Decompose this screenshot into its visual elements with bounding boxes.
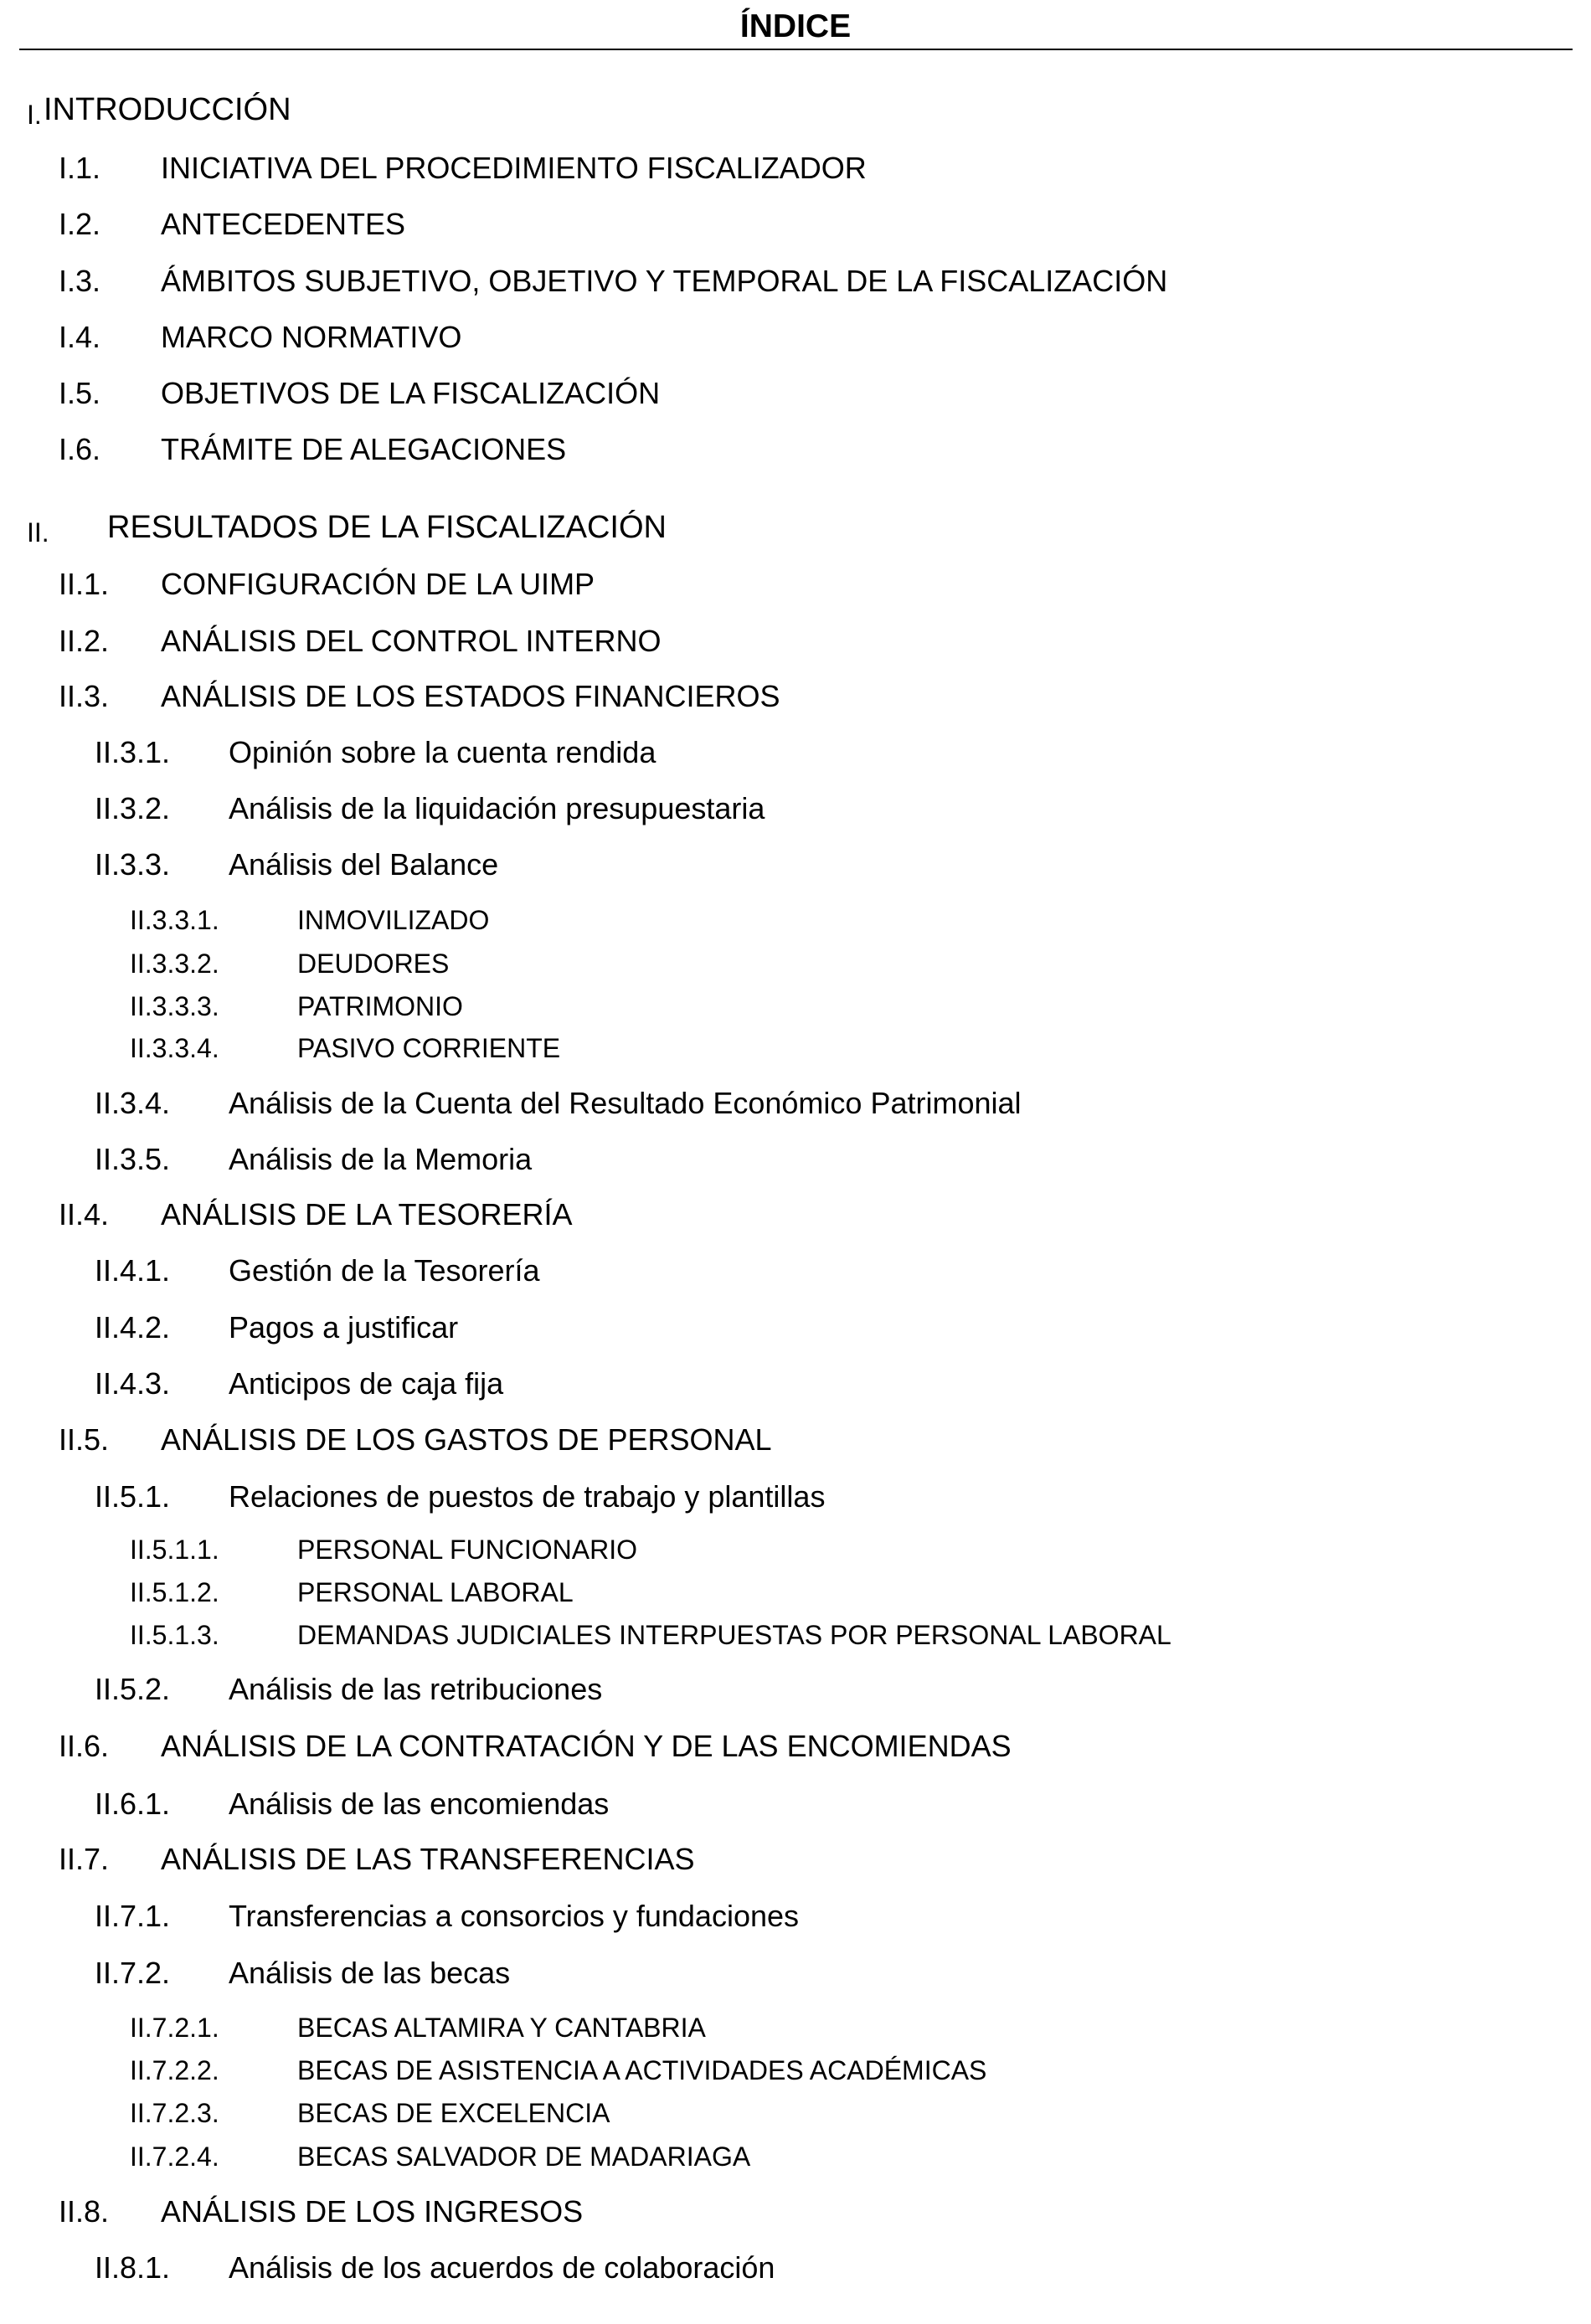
toc-entry-label: BECAS DE EXCELENCIA [297, 2098, 610, 2128]
toc-entry-label: Opinión sobre la cuenta rendida [229, 735, 656, 769]
toc-entry-number: II.3.3.3. [130, 991, 219, 1021]
toc-entry-number: II.7.2.3. [130, 2098, 219, 2128]
toc-entry-label: ANÁLISIS DE LOS ESTADOS FINANCIEROS [161, 679, 780, 713]
toc-entry-label: Análisis de la Cuenta del Resultado Económico Patrimonial [229, 1086, 1022, 1120]
toc-entry-number: II.5.2. [95, 1672, 171, 1706]
toc-entry-label: Transferencias a consorcios y fundaciones [229, 1899, 800, 1933]
toc-entry-label: ANÁLISIS DE LA CONTRATACIÓN Y DE LAS ENCOMIENDAS [161, 1729, 1012, 1763]
toc-entry-number: II.3.3.2. [130, 949, 219, 979]
toc-entry-number: I.5. [59, 376, 101, 410]
toc-entry-number: II.3.4. [95, 1086, 171, 1120]
toc-entry-label: BECAS ALTAMIRA Y CANTABRIA [297, 2013, 706, 2043]
toc-entry-number: II.3.3. [95, 847, 171, 882]
toc-entry-label: ANÁLISIS DE LAS TRANSFERENCIAS [161, 1842, 695, 1876]
toc-entry-number: II.3.3.4. [130, 1033, 219, 1063]
toc-entry-label: INTRODUCCIÓN [44, 92, 291, 127]
toc-entry-number: II.6. [59, 1729, 110, 1763]
toc-entry-label: Análisis de la liquidación presupuestaria [229, 791, 765, 825]
toc-entry-label: Análisis de la Memoria [229, 1142, 533, 1176]
toc-entry-label: PERSONAL FUNCIONARIO [297, 1535, 637, 1565]
toc-entry-number: II.1. [59, 567, 110, 601]
toc-entry-label: PATRIMONIO [297, 991, 463, 1021]
toc-entry-label: ANÁLISIS DEL CONTROL INTERNO [161, 624, 662, 658]
toc-entry-number: II.7.1. [95, 1899, 171, 1933]
toc-entry-label: TRÁMITE DE ALEGACIONES [161, 432, 567, 466]
toc-entry-number: II.4.2. [95, 1310, 171, 1345]
toc-entry-label: Pagos a justificar [229, 1310, 459, 1345]
toc-entry-number: II.8.1. [95, 2250, 171, 2285]
toc-entry-number: II.5.1.2. [130, 1577, 219, 1607]
toc-entry-number: I.4. [59, 320, 101, 354]
toc-entry-number: II.4.3. [95, 1366, 171, 1401]
toc-entry-label: BECAS DE ASISTENCIA A ACTIVIDADES ACADÉMICAS [297, 2055, 987, 2085]
toc-entry-label: PERSONAL LABORAL [297, 1577, 574, 1607]
toc-entry-label: PASIVO CORRIENTE [297, 1033, 561, 1063]
toc-entry-number: I. [27, 100, 42, 130]
toc-entry-label: BECAS SALVADOR DE MADARIAGA [297, 2141, 751, 2172]
toc-entry-number: I.3. [59, 264, 101, 298]
toc-entry-label: Análisis de las becas [229, 1956, 511, 1990]
toc-entry-label: ANÁLISIS DE LOS GASTOS DE PERSONAL [161, 1422, 772, 1457]
toc-entry-label: DEUDORES [297, 949, 450, 979]
toc-entry-number: II.4. [59, 1197, 110, 1231]
toc-entry-label: Análisis de las retribuciones [229, 1672, 603, 1706]
toc-entry-label: OBJETIVOS DE LA FISCALIZACIÓN [161, 376, 661, 410]
toc-entry-number: II.7.2.4. [130, 2141, 219, 2172]
toc-entry-label: ÁMBITOS SUBJETIVO, OBJETIVO Y TEMPORAL DE LA FISCALIZACIÓN [161, 264, 1168, 298]
toc-entry-label: ANTECEDENTES [161, 207, 406, 241]
toc-entry-label: Gestión de la Tesorería [229, 1253, 540, 1288]
toc-entry-number: I.6. [59, 432, 101, 466]
toc-entry-number: II.3.5. [95, 1142, 171, 1176]
toc-entry-label: RESULTADOS DE LA FISCALIZACIÓN [107, 510, 667, 545]
toc-entry-number: II.7.2.1. [130, 2013, 219, 2043]
toc-entry-number: II.6.1. [95, 1787, 171, 1821]
toc-entry-number: II.5.1.1. [130, 1535, 219, 1565]
toc-entry-label: Anticipos de caja fija [229, 1366, 504, 1401]
toc-entry-label: MARCO NORMATIVO [161, 320, 462, 354]
toc-entry-label: CONFIGURACIÓN DE LA UIMP [161, 567, 595, 601]
toc-entry-number: I.2. [59, 207, 101, 241]
toc-entry-label: DEMANDAS JUDICIALES INTERPUESTAS POR PERSONAL LABORAL [297, 1620, 1171, 1650]
toc-entry-label: Análisis de las encomiendas [229, 1787, 610, 1821]
toc-entry-number: II.5.1. [95, 1479, 171, 1514]
toc-entry-label: Análisis de los acuerdos de colaboración [229, 2250, 775, 2285]
toc-entry-number: II.7. [59, 1842, 110, 1876]
toc-entry-number: II. [27, 517, 49, 548]
toc-entry-label: Análisis del Balance [229, 847, 499, 882]
toc-entry-number: II.5.1.3. [130, 1620, 219, 1650]
toc-entry-label: Relaciones de puestos de trabajo y plantillas [229, 1479, 826, 1514]
toc-entry-label: ANÁLISIS DE LA TESORERÍA [161, 1197, 573, 1231]
toc-entry-number: II.5. [59, 1422, 110, 1457]
toc-entry-number: II.7.2. [95, 1956, 171, 1990]
toc-entry-number: II.8. [59, 2194, 110, 2229]
toc-entry-label: INMOVILIZADO [297, 905, 490, 935]
page-title: ÍNDICE [739, 8, 852, 44]
toc-entry-number: II.3.3.1. [130, 905, 219, 935]
toc-entry-number: II.7.2.2. [130, 2055, 219, 2085]
toc-entry-label: INICIATIVA DEL PROCEDIMIENTO FISCALIZADOR [161, 151, 867, 185]
toc-entry-number: II.2. [59, 624, 110, 658]
toc-entry-number: II.3. [59, 679, 110, 713]
toc-entry-number: II.4.1. [95, 1253, 171, 1288]
toc-entry-number: I.1. [59, 151, 101, 185]
toc-entry-number: II.3.2. [95, 791, 171, 825]
toc-entry-label: ANÁLISIS DE LOS INGRESOS [161, 2194, 584, 2229]
toc-entry-number: II.3.1. [95, 735, 171, 769]
